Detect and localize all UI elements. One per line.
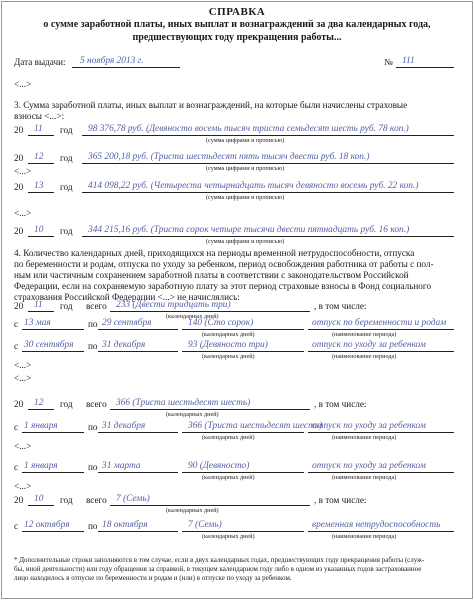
period-name: временная нетрудоспособность — [312, 520, 441, 530]
underline — [82, 163, 454, 164]
year-unit: год — [60, 301, 73, 311]
period-to: 31 марта — [102, 461, 141, 471]
underline — [182, 472, 304, 473]
omitted-marker: <...> — [14, 166, 32, 176]
year-prefix: 20 — [14, 495, 24, 505]
year-suffix: 11 — [34, 124, 43, 134]
issue-number-label: № — [384, 57, 393, 67]
underline — [182, 531, 304, 532]
period-caption: (наименование периода) — [332, 353, 397, 360]
year-unit: год — [60, 153, 73, 163]
year-prefix: 20 — [14, 125, 24, 135]
year-suffix: 10 — [34, 494, 44, 504]
year-prefix: 20 — [14, 182, 24, 192]
period-caption: (наименование периода) — [332, 474, 397, 481]
underline — [308, 351, 454, 352]
underline — [308, 472, 454, 473]
underline — [28, 505, 54, 506]
underline — [110, 505, 310, 506]
year-unit: год — [60, 495, 73, 505]
amount-caption: (сумма цифрами и прописью) — [206, 165, 285, 172]
period-from: 13 мая — [24, 318, 51, 328]
period-to: 29 сентября — [102, 318, 152, 328]
days-caption: (календарных дней) — [202, 353, 255, 360]
section4-line3: ным или частичным сохранением заработной платы в соответствии с законодательством Российской — [14, 270, 409, 280]
year-prefix: 20 — [14, 399, 24, 409]
year-prefix: 20 — [14, 301, 24, 311]
underline — [28, 192, 54, 193]
year-suffix: 13 — [34, 181, 44, 191]
doc-title: СПРАВКА — [208, 6, 266, 18]
issue-date-label: Дата выдачи: — [14, 57, 66, 67]
to-label: по — [88, 319, 98, 329]
underline — [22, 472, 84, 473]
omitted-marker: <...> — [14, 360, 32, 370]
footnote-line3: лицо находилось в отпуске по беременности и родам и (или) в отпуске по уходу за ребенком. — [14, 574, 292, 582]
period-from: 1 января — [24, 461, 58, 471]
underline — [98, 432, 178, 433]
amount-caption: (сумма цифрами и прописью) — [206, 194, 285, 201]
underline — [98, 329, 178, 330]
from-label: с — [14, 422, 19, 432]
including-label: , в том числе: — [314, 495, 367, 505]
year-prefix: 20 — [14, 153, 24, 163]
year-unit: год — [60, 125, 73, 135]
to-label: по — [88, 422, 98, 432]
period-name: отпуск по уходу за ребенком — [312, 461, 426, 471]
days-caption: (календарных дней) — [166, 411, 219, 418]
days-caption: (календарных дней) — [166, 507, 219, 514]
underline — [308, 531, 454, 532]
section4-line1: 4. Количество календарных дней, приходящихся на периоды временной нетрудоспособности, отпуска — [14, 248, 415, 258]
period-days: 90 (Девяносто) — [188, 461, 250, 471]
underline — [182, 329, 304, 330]
underline — [182, 432, 304, 433]
amount-value: 98 376,78 руб. (Девяносто восемь тысяч триста семьдесят шесть руб. 78 коп.) — [88, 124, 409, 134]
period-days: 7 (Семь) — [188, 520, 222, 530]
year-unit: год — [60, 182, 73, 192]
days-caption: (календарных дней) — [166, 313, 219, 320]
period-days: 93 (Девяносто три) — [188, 340, 268, 350]
omitted-marker: <...> — [14, 441, 32, 451]
period-to: 18 октября — [102, 520, 148, 530]
doc-subtitle-1: о сумме заработной платы, иных выплат и вознаграждений за два календарных года, — [43, 19, 431, 30]
from-label: с — [14, 462, 19, 472]
period-to: 31 декабря — [102, 421, 146, 431]
days-caption: (календарных дней) — [202, 331, 255, 338]
footnote-line2: бы, иной деятельности) или году обращения за справкой, в текущем календарном году либо в одном из указанных годов застрахованное — [14, 565, 422, 573]
underline — [82, 135, 454, 136]
underline — [308, 432, 454, 433]
underline — [98, 351, 178, 352]
underline — [82, 236, 454, 237]
underline — [22, 329, 84, 330]
days-caption: (календарных дней) — [202, 533, 255, 540]
total-days-value: 233 (Двести тридцать три) — [116, 300, 231, 310]
underline — [22, 432, 84, 433]
underline — [28, 311, 54, 312]
period-days: 366 (Триста шестьдесят шесть) — [188, 421, 323, 431]
amount-value: 365 200,18 руб. (Триста шестьдесят пять тысяч двести руб. 18 коп.) — [88, 152, 370, 162]
total-days-value: 366 (Триста шестьдесят шесть) — [116, 398, 251, 408]
year-suffix: 11 — [34, 300, 43, 310]
underline — [28, 409, 54, 410]
to-label: по — [88, 341, 98, 351]
omitted-marker: <...> — [14, 481, 32, 491]
period-caption: (наименование периода) — [332, 533, 397, 540]
from-label: с — [14, 341, 19, 351]
omitted-marker: <...> — [14, 373, 32, 383]
from-label: с — [14, 319, 19, 329]
underline — [110, 409, 310, 410]
year-suffix: 12 — [34, 398, 44, 408]
doc-subtitle-2: предшествующих году прекращения работы... — [132, 32, 342, 43]
underline — [28, 236, 54, 237]
year-suffix: 10 — [34, 225, 44, 235]
total-label: всего — [86, 399, 107, 409]
section3-heading-line2: взносы <...>: — [14, 111, 65, 121]
year-unit: год — [60, 226, 73, 236]
footnote-line1: * Дополнительные строки заполняются в том случае, если в двух календарных годах, предшествующих году прекращения работы (служ- — [14, 556, 425, 564]
underline — [98, 472, 178, 473]
total-days-value: 7 (Семь) — [116, 494, 150, 504]
including-label: , в том числе: — [314, 301, 367, 311]
days-caption: (календарных дней) — [202, 434, 255, 441]
underline — [22, 351, 84, 352]
underline — [110, 311, 310, 312]
period-from: 12 октября — [24, 520, 70, 530]
total-label: всего — [86, 495, 107, 505]
to-label: по — [88, 462, 98, 472]
underline — [98, 531, 178, 532]
underline — [22, 531, 84, 532]
section4-line2: по беременности и родам, отпуска по уходу за ребенком, период освобождения работника от работы с пол- — [14, 259, 434, 269]
period-to: 31 декабря — [102, 340, 146, 350]
year-unit: год — [60, 399, 73, 409]
omitted-marker: <...> — [14, 79, 32, 89]
section4-line5: страхования Российской Федерации <...> не начислялись: — [14, 292, 240, 302]
period-name: отпуск по уходу за ребенком — [312, 340, 426, 350]
year-suffix: 12 — [34, 152, 44, 162]
to-label: по — [88, 521, 98, 531]
amount-value: 414 098,22 руб. (Четыреста четырнадцать тысяч девяносто восемь руб. 22 коп.) — [88, 181, 419, 191]
section3-heading-line1: 3. Сумма заработной платы, иных выплат и вознаграждений, на которые были начислены страховые — [14, 100, 408, 110]
issue-date-value: 5 ноября 2013 г. — [80, 56, 144, 66]
period-caption: (наименование периода) — [332, 434, 397, 441]
amount-caption: (сумма цифрами и прописью) — [206, 137, 285, 144]
period-days: 140 (Сто сорок) — [188, 318, 254, 328]
underline — [82, 192, 454, 193]
amount-caption: (сумма цифрами и прописью) — [206, 238, 285, 245]
period-name: отпуск по уходу за ребенком — [312, 421, 426, 431]
period-caption: (наименование периода) — [332, 331, 397, 338]
underline — [28, 135, 54, 136]
total-label: всего — [86, 301, 107, 311]
omitted-marker: <...> — [14, 208, 32, 218]
section4-line4: Федерации, если на сохраняемую заработную плату за этот период страховые взносы в Фонд социального — [14, 281, 432, 291]
underline — [182, 351, 304, 352]
year-prefix: 20 — [14, 226, 24, 236]
period-from: 1 января — [24, 421, 58, 431]
period-name: отпуск по беременности и родам — [312, 318, 447, 328]
underline — [308, 329, 454, 330]
days-caption: (календарных дней) — [202, 474, 255, 481]
from-label: с — [14, 521, 19, 531]
underline — [28, 163, 54, 164]
issue-number-value: 111 — [402, 56, 415, 66]
period-from: 30 сентября — [24, 340, 74, 350]
amount-value: 344 215,16 руб. (Триста сорок четыре тысячи двести пятнадцать руб. 16 коп.) — [88, 225, 410, 235]
including-label: , в том числе: — [314, 399, 367, 409]
